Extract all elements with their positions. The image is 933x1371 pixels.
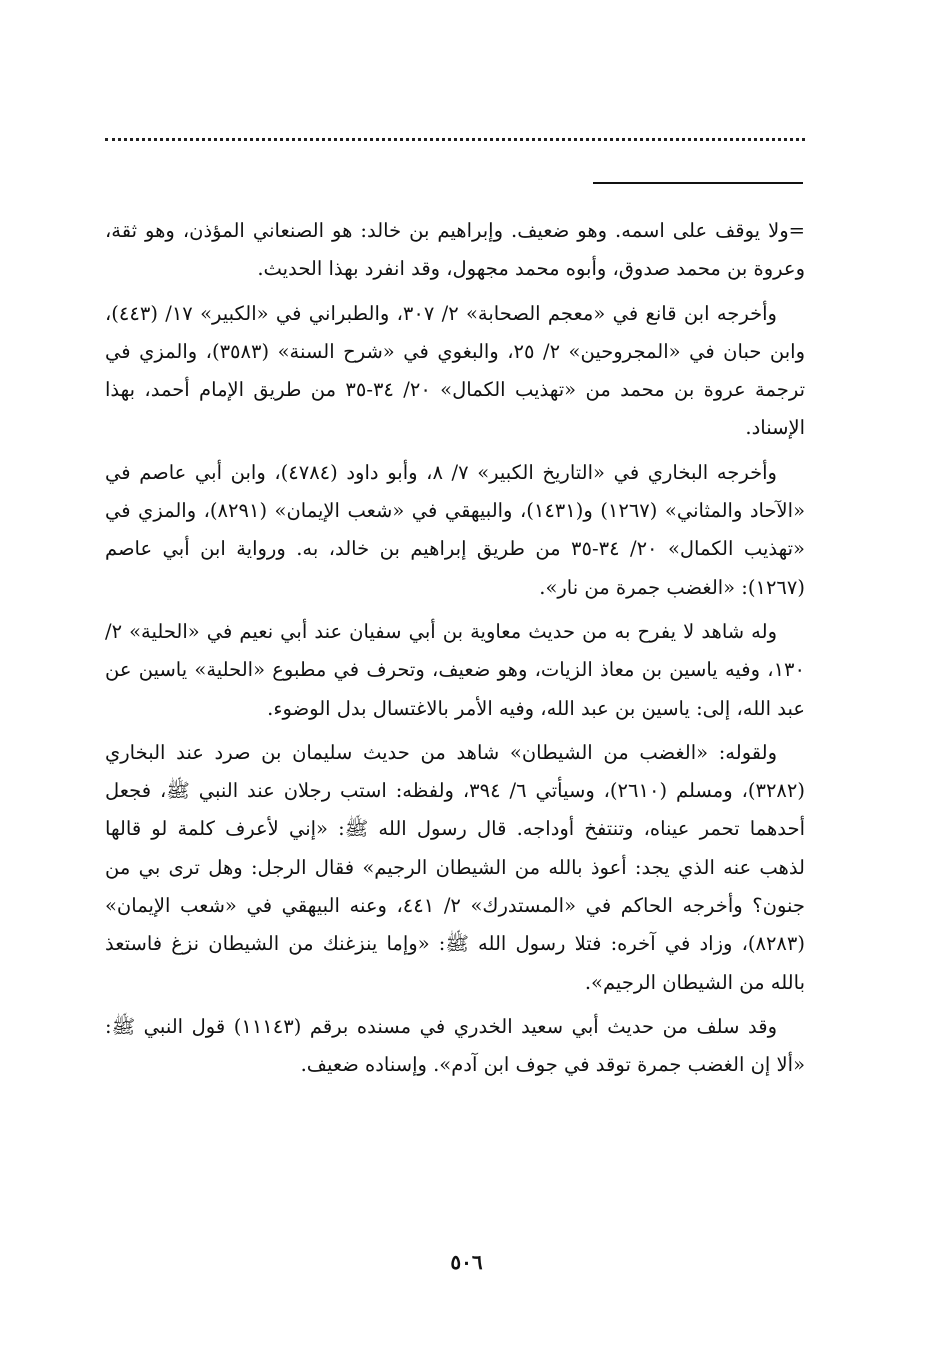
dotted-separator [105, 138, 805, 151]
footnote-paragraph: وأخرجه البخاري في «التاريخ الكبير» ٧/ ٨، وأبو داود (٤٧٨٤)، وابن أبي عاصم في «الآحاد والمثاني» (١٢٦٧) و(١٤٣١)، والبيهقي في «شعب الإيمان» (٨٢٩١)، والمزي في «تهذيب الكمال» ٢٠/ ٣٤-٣٥ من طريق إبراهيم بن خالد، به. ورواية ابن أبي عاصم (١٢٦٧): «الغضب جمرة من نار». [105, 460, 806, 599]
footnote-paragraph: ولقوله: «الغضب من الشيطان» شاهد من حديث سليمان بن صرد عند البخاري (٣٢٨٢)، ومسلم (٢٦١٠)، وسيأتي ٦/ ٣٩٤، ولفظه: استب رجلان عند النبي ﷺ، فجعل أحدهما تحمر عيناه، وتنتفخ أوداجه. قال رسول الله ﷺ: «إني لأعرف كلمة لو قالها لذهب عنه الذي يجد: أعوذ بالله من الشيطان الرجيم» فقال الرجل: وهل ترى بي من جنون؟ وأخرجه الحاكم في «المستدرك» ٢/ ٤٤١، وعنه البيهقي في «شعب الإيمان» (٨٢٨٣)، وزاد في آخره: فتلا رسول الله ﷺ: «وإما ينزغنك من الشيطان نزغ فاستعذ بالله من الشيطان الرجيم». [105, 740, 805, 994]
footnote-paragraph: وأخرجه ابن قانع في «معجم الصحابة» ٢/ ٣٠٧، والطبراني في «الكبير» ١٧/ (٤٤٣)، وابن حبان في «المجروحين» ٢/ ٢٥، والبغوي في «شرح السنة» (٣٥٨٣)، والمزي في ترجمة عروة بن محمد من «تهذيب الكمال» ٢٠/ ٣٤-٣٥ من طريق الإمام أحمد، بهذا الإسناد. [105, 301, 806, 440]
footnote-paragraph: وقد سلف من حديث أبي سعيد الخدري في مسنده برقم (١١١٤٣) قول النبي ﷺ: «ألا إن الغضب جمرة توقد في جوف ابن آدم». وإسناده ضعيف. [105, 1014, 805, 1077]
footnote-paragraph: =ولا يوقف على اسمه. وهو ضعيف. وإبراهيم بن خالد: هو الصنعاني المؤذن، وهو ثقة، وعروة بن محمد صدوق، وأبوه محمد مجهول، وقد انفرد بهذا الحديث. [105, 219, 805, 281]
footnote-text [105, 212, 805, 1091]
footnote-paragraph: وله شاهد لا يفرح به من حديث معاوية بن أبي سفيان عند أبي نعيم في «الحلية» ٢/ ١٣٠، وفيه ياسين بن معاذ الزيات، وهو ضعيف، وتحرف في مطبوع «الحلية» ياسين عن عبد الله، إلى: ياسين بن عبد الله، وفيه الأمر بالاغتسال بدل الوضوء. [105, 619, 805, 720]
page-number: ٥٠٦ [450, 1250, 483, 1274]
footnote-rule [593, 182, 803, 184]
